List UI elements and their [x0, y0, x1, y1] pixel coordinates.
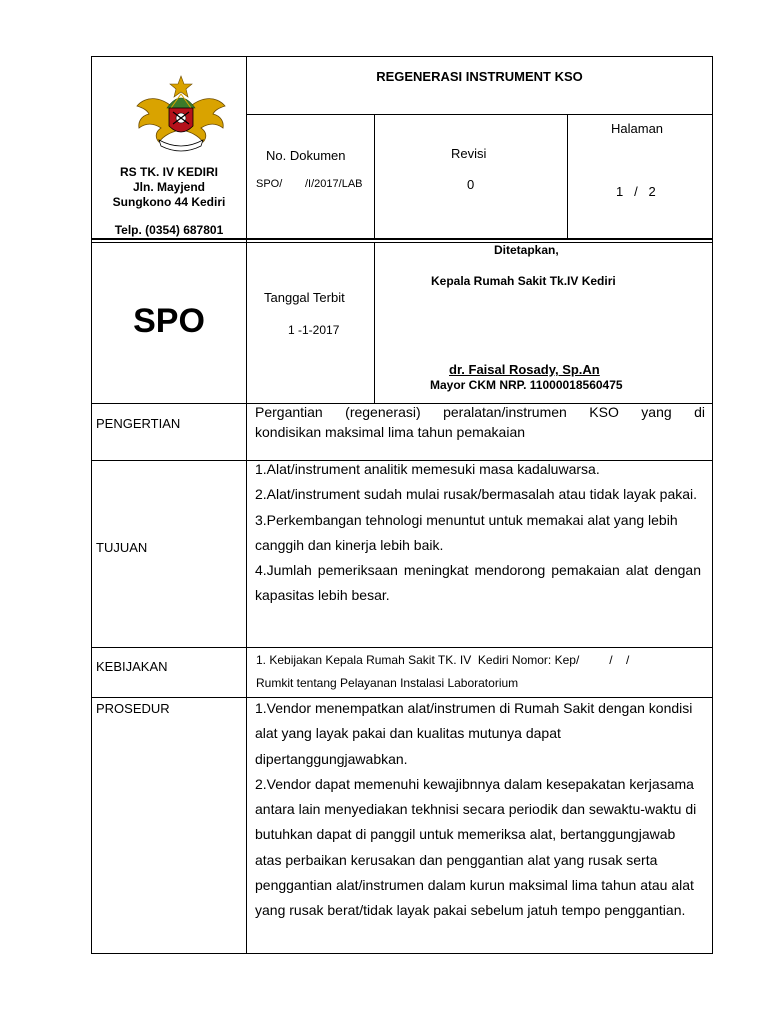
grid-line [374, 242, 375, 403]
revision-value: 0 [467, 177, 475, 192]
issue-date-value: 1 -1-2017 [288, 323, 340, 337]
approver-position: Kepala Rumah Sakit Tk.IV Kediri [431, 274, 616, 288]
section-label-pengertian: PENGERTIAN [96, 416, 181, 431]
hospital-emblem-icon [133, 74, 229, 154]
section-label-prosedur: PROSEDUR [96, 701, 170, 716]
org-name: RS TK. IV KEDIRI [119, 165, 218, 179]
grid-line [91, 242, 713, 243]
grid-line [91, 953, 713, 954]
grid-line [712, 56, 713, 954]
document-title: REGENERASI INSTRUMENT KSO [376, 69, 583, 84]
pengertian-text [255, 402, 705, 442]
org-address-line2: Sungkono 44 Kediri [112, 195, 226, 209]
doc-number-prefix: SPO/ [256, 178, 283, 190]
list-item: 3.Perkembangan tehnologi menuntut untuk memakai alat yang lebih canggih dan kinerja lebih baik. [255, 511, 678, 553]
grid-line [567, 114, 568, 239]
list-item: 1.Alat/instrument analitik memesuki masa kadaluwarsa. [255, 461, 600, 477]
grid-line [91, 238, 713, 240]
grid-line [374, 114, 375, 239]
grid-line [91, 56, 713, 57]
grid-line [91, 647, 713, 648]
kebijakan-line2: Rumkit tentang Pelayanan Instalasi Laboratorium [256, 676, 519, 690]
issue-date-label: Tanggal Terbit [264, 290, 345, 305]
section-label-kebijakan: KEBIJAKAN [96, 659, 168, 674]
signer-name: dr. Faisal Rosady, Sp.An [449, 362, 600, 377]
pengertian-line2: kondisikan maksimal lima tahun pemakaian [255, 424, 526, 440]
doc-number-label: No. Dokumen [266, 148, 346, 163]
spo-label: SPO [133, 302, 205, 340]
kebijakan-line1: 1. Kebijakan Kepala Rumah Sakit TK. IV Kediri Nomor: Kep/ / / [256, 653, 630, 667]
org-address-line1: Jln. Mayjend [132, 180, 206, 194]
tujuan-list [255, 457, 701, 609]
pengertian-line1: Pergantian (regenerasi) peralatan/instrumen KSO yang di [255, 404, 705, 420]
org-phone: Telp. (0354) 687801 [114, 223, 224, 237]
grid-line [246, 114, 713, 115]
revision-label: Revisi [451, 146, 487, 161]
list-item: 2.Vendor dapat memenuhi kewajibnnya dalam kesepakatan kerjasama antara lain menyediakan tekhnisi secara periodik dan sewaktu-waktu di butuhkan dapat di panggil untuk memeriksa alat, bertanggungjawab atas perbaikan kerusakan dan penggantian alat yang rusak serta penggantian alat/instrumen dalam kurun maksimal lima tahun atau alat yang rusak berat/tidak layak pakai sebelum jatuh tempo penggantian. [255, 775, 697, 919]
approved-label: Ditetapkan, [494, 243, 559, 257]
page-label: Halaman [611, 121, 664, 136]
list-item: 1.Vendor menempatkan alat/instrumen di Rumah Sakit dengan kondisi alat yang layak pakai dan kualitas mutunya dapat dipertanggungjawabkan. [255, 700, 693, 767]
prosedur-list [255, 696, 703, 924]
grid-line [246, 56, 247, 954]
doc-number-value: /I/2017/LAB [305, 178, 363, 190]
list-item: 2.Alat/instrument sudah mulai rusak/bermasalah atau tidak layak pakai. [255, 486, 698, 503]
list-item: 4.Jumlah pemeriksaan meningkat mendorong pemakaian alat dengan kapasitas lebih besar. [255, 562, 701, 604]
signer-rank: Mayor CKM NRP. 11000018560475 [430, 378, 623, 392]
page-value: 1 / 2 [616, 184, 656, 199]
section-label-tujuan: TUJUAN [96, 540, 148, 555]
